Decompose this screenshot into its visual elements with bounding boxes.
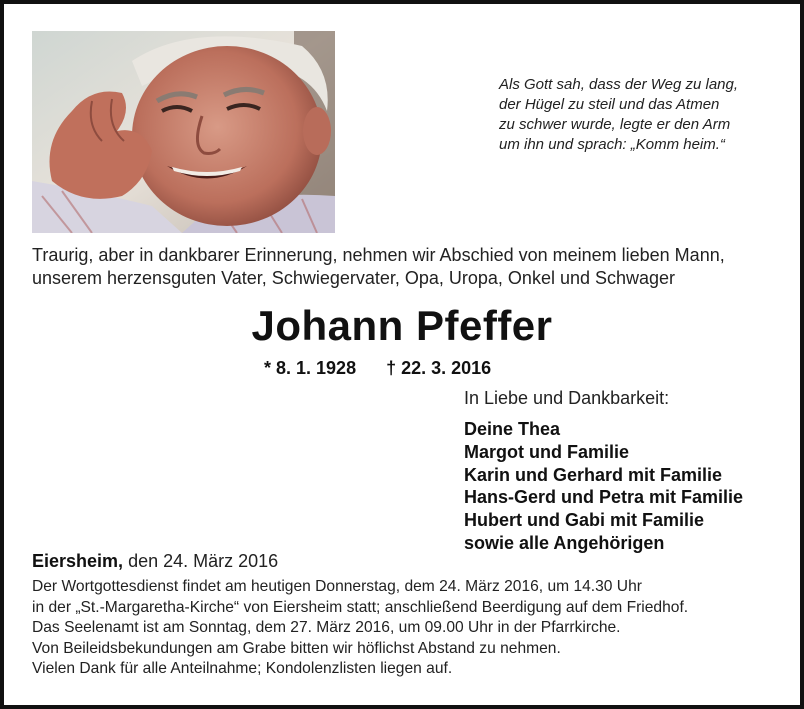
deceased-name: Johann Pfeffer: [251, 302, 553, 349]
note-line: Von Beileidsbekundungen am Grabe bitten wir höflichst Abstand zu nehmen.: [32, 639, 561, 657]
portrait-photo: [32, 31, 335, 233]
place-date: den 24. März 2016: [128, 551, 279, 571]
mourner-item: Hans-Gerd und Petra mit Familie: [464, 487, 744, 508]
intro-line: unserem herzensguten Vater, Schwiegervater, Opa, Uropa, Onkel und Schwager: [32, 268, 676, 288]
note-line: Vielen Dank für alle Anteilnahme; Kondolenzlisten liegen auf.: [32, 660, 453, 677]
memorial-quote: [499, 75, 789, 155]
quote-line: um ihn und sprach: „Komm heim.“: [499, 136, 725, 153]
mourner-item: Hubert und Gabi mit Familie: [464, 510, 705, 531]
quote-line: zu schwer wurde, legte er den Arm: [499, 116, 731, 133]
place-and-date: [32, 551, 278, 572]
note-line: Das Seelenamt ist am Sonntag, dem 27. März 2016, um 09.00 Uhr in der Pfarrkirche.: [32, 619, 621, 636]
death-date: † 22. 3. 2016: [386, 358, 492, 378]
note-line: Der Wortgottesdienst findet am heutigen Donnerstag, dem 24. März 2016, um 14.30 Uhr: [32, 578, 642, 595]
quote-line: der Hügel zu steil und das Atmen: [499, 96, 720, 113]
intro-line: Traurig, aber in dankbarer Erinnerung, nehmen wir Abschied von meinem lieben Mann,: [32, 245, 725, 265]
mourner-item: Deine Thea: [464, 419, 561, 439]
quote-line: Als Gott sah, dass der Weg zu lang,: [499, 76, 739, 93]
mourner-item: Karin und Gerhard mit Familie: [464, 464, 723, 485]
thanks-line: In Liebe und Dankbarkeit:: [464, 388, 670, 408]
place-town: Eiersheim,: [32, 551, 124, 571]
mourner-item: sowie alle Angehörigen: [464, 532, 665, 553]
intro-text: [32, 244, 792, 290]
mourner-item: Margot und Familie: [464, 441, 630, 462]
portrait-illustration: [32, 31, 335, 233]
birth-date: * 8. 1. 1928: [264, 358, 357, 378]
mourners-list: [464, 418, 743, 555]
life-dates: [264, 358, 491, 379]
funeral-notes: [32, 577, 797, 680]
note-line: in der „St.-Margaretha-Kirche“ von Eiersheim statt; anschließend Beerdigung auf dem Friedhof.: [32, 598, 689, 616]
